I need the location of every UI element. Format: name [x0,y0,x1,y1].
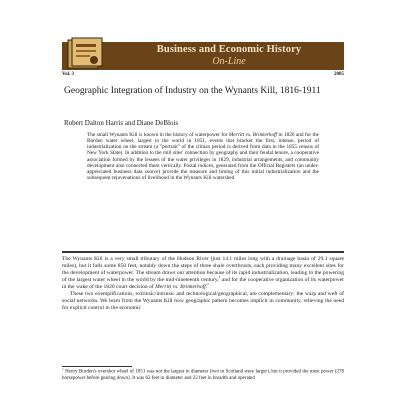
body-text [62,256,344,312]
journal-logo-icon [66,36,106,72]
masthead-text [124,44,334,67]
journal-subtitle: On-Line [212,56,246,67]
footnote-ref-1[interactable]: 1 [218,275,221,279]
abstract-case-name: Merritt vs. Brinkerhoff [228,132,278,138]
abstract [87,132,319,181]
year-label: 2005 [334,72,344,77]
journal-masthead [62,42,344,70]
body-text-run: The Wynants Kill is a very small tributary of the Hudson River (just 14.1 miles long with a drainage basin of 29.1 square miles), but it falls some 850 feet, notably down the steps of three shale overthrusts, each providing many excellent sites for the development of waterpower. The stream draws our attention because of its rapid industrialization, leading to the powering of the largest water wheel in the world by the mid-nineteenth century, [62,256,344,283]
footnote-divider [62,366,132,367]
abstract-text-2: in 1820 and for the Burden water wheel, largest in the world in 1851, events that bracket the first, intense, period of industrialization on the stream (a "portrait" of the climax period is derived from data in the 1855 census of New York State). In addition to the mill sites' connection by geography and their feudal tenure, a cooperative association formed by the lessees of the water privileges in 1829, industrial arrangements, and community development also connected them vertically. Postal indices, generated from the Official Registers (an under-appreciated business data source) provide the measure and timing of this initial industrialization and the subsequent rejuvenations of livelihood in the Wynants Kill watershed. [87,132,320,182]
body-paragraph-2: These two exemplifications, extrinsic/intrinsic and technological/geographical, are complementary: the warp and weft of social networks. We learn from the Wynants Kill how geographic pattern becomes implicit in community, relieving the need for explicit control in the economic [62,290,344,311]
body-text-run: . [205,283,208,290]
paper-page [62,0,344,400]
body-case-name: Merritt vs. Brinkerhoff [155,283,206,290]
article-authors: Robert Dalton Harris and Diane DeBlois [64,119,179,127]
volume-row [62,72,344,77]
body-text-run: and for the cooperative organization of its waterpower in the wake of the 1820 court decision of [62,276,344,290]
article-title: Geographic Integration of Industry on the Wynants Kill, 1816-1911 [64,86,321,96]
footnote-mark: 1 [62,367,64,371]
volume-label: Vol. 3 [62,72,75,77]
abstract-text-1: The small Wynants Kill is known in the history of waterpower for [87,132,229,138]
body-paragraph-1 [62,256,344,291]
journal-title: Business and Economic History [156,44,302,55]
footnote-text: Henry Burden's overshot wheel of 1851 was not the largest in diameter (two in Scotland were larger), but it provided the most power (278 horsepower before gearing down). It was 62 feet in diameter and 22 feet in breadth and operated [62,369,344,381]
footnote-1 [62,369,344,382]
footnote-ref-2[interactable]: 2 [207,281,209,286]
section-divider [62,251,344,253]
